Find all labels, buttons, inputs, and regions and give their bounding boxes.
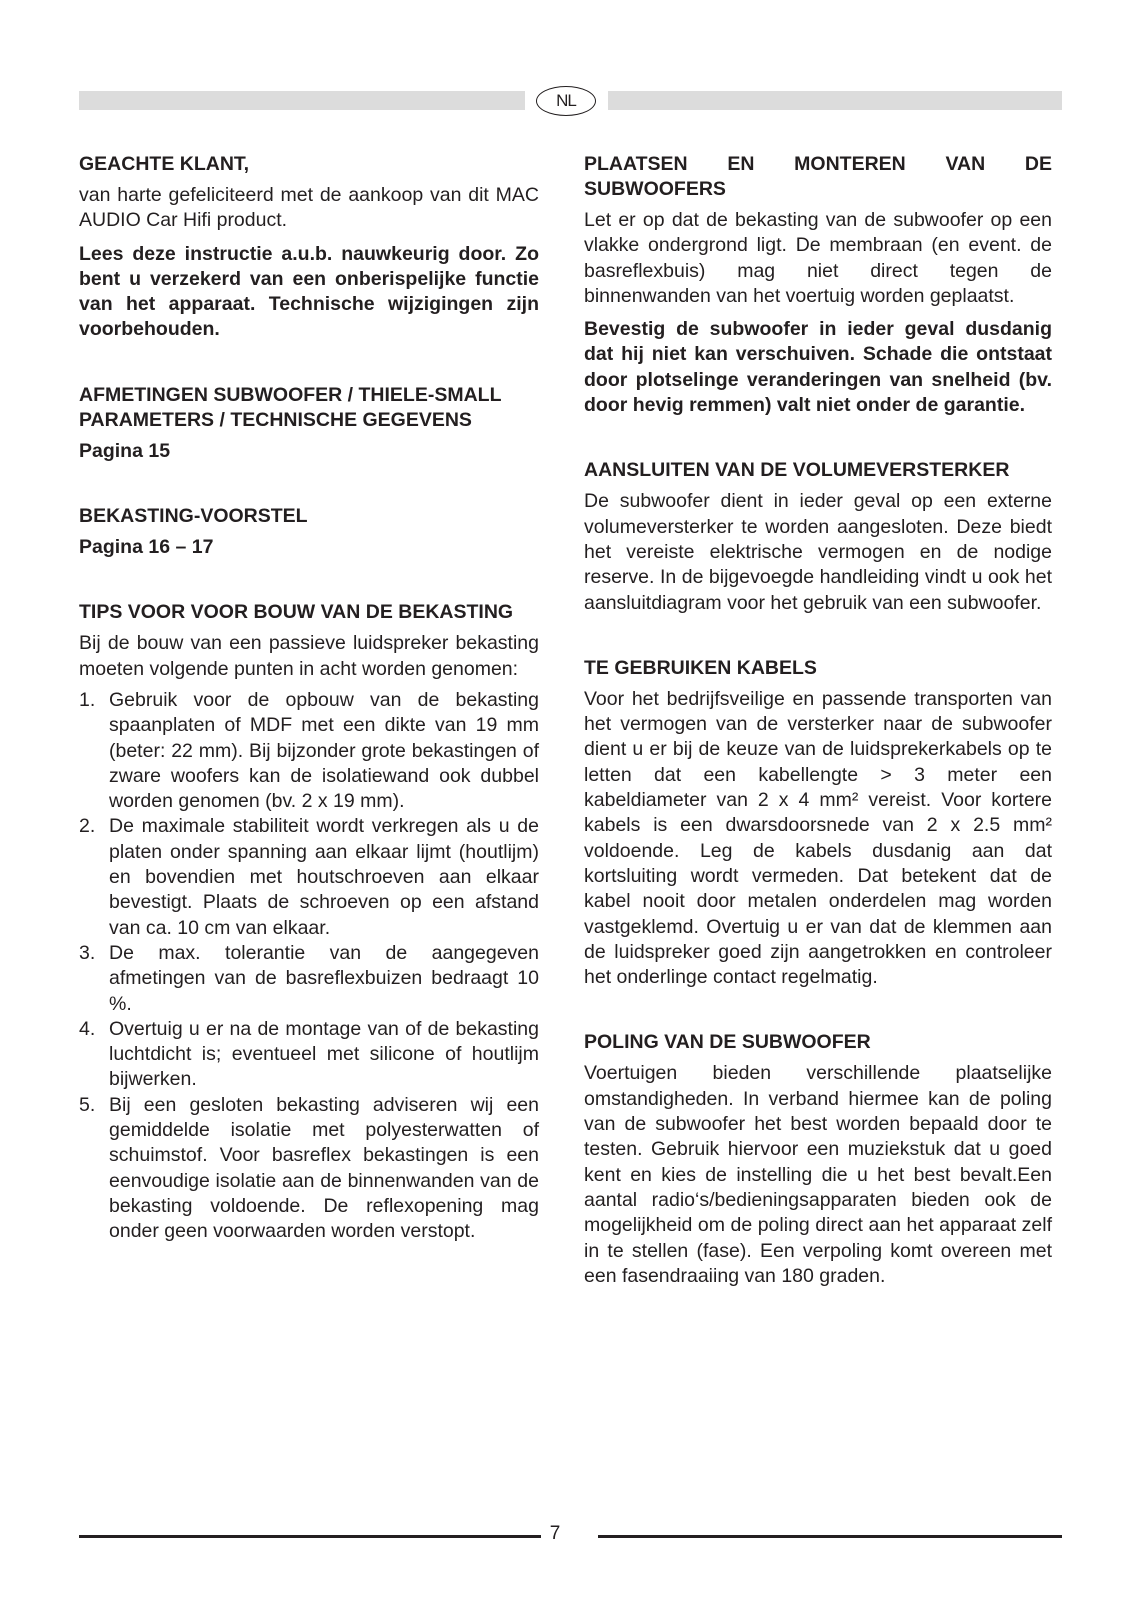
list-item: 2. De maximale stabiliteit wordt verkregen als u de platen onder spanning aan elkaar lijmt (houtlijm) en bovendien met houtschroeven aan elkaar bevestigt. Plaats de schroeven op een afstand van ca. 10 cm van elkaar. xyxy=(79,815,539,939)
section-heading: TIPS VOOR VOOR BOUW VAN DE BEKASTING xyxy=(79,601,514,624)
section-enclosure-proposal xyxy=(79,504,539,560)
page-number: 7 xyxy=(549,1523,561,1544)
section-heading: GEACHTE KLANT, xyxy=(79,153,250,175)
section-dimensions xyxy=(79,383,539,464)
section-tips xyxy=(79,600,539,1244)
section-mounting xyxy=(584,152,1052,418)
notice-paragraph: Bevestig de subwoofer in ieder geval dusdanig dat hij niet kan verschuiven. Schade die ontstaat door plotselinge veranderingen van snelheid (bv. door hevig remmen) valt niet onder de garantie. xyxy=(584,318,1052,417)
paragraph: Voor het bedrijfsveilige en passende transporten van het vermogen van de versterker naar de subwoofer dient u er bij de keuze van de luidsprekerkabels op te letten dat een kabellengte > 3 meter een kabeldiameter van 2 x 4 mm² vereist. Voor kortere kabels is een dwarsdoorsnede van 2 x 2.5 mm² voldoende. Leg de kabels dusdanig aan dat kortsluiting wordt vermeden. Dat betekent dat de kabel nooit door metalen onderdelen mag worden vastgeklemd. Overtuig u er van dat de klemmen aan de luidspreker goed zijn aangetrokken en controleer het onderlinge contact regelmatig. xyxy=(584,687,1052,989)
list-item: 4. Overtuig u er na de montage van of de bekasting luchtdicht is; eventueel met silicone of houtlijm bijwerken. xyxy=(79,1017,539,1091)
paragraph: De subwoofer dient in ieder geval op een externe volumeversterker te worden aangesloten. Deze biedt het vereiste elektrische vermogen en de nodige reserve. In de bijgevoegde handleiding vindt u ook het aansluitdiagram voor het gebruik van een subwoofer. xyxy=(584,490,1052,614)
notice-paragraph: Lees deze instructie a.u.b. nauwkeurig door. Zo bent u verzekerd van een onberispelijke functie van het apparaat. Technische wijzigingen zijn voorbehouden. xyxy=(79,242,539,341)
paragraph: Voertuigen bieden verschillende plaatselijke omstandigheden. In verband hiermee kan de poling van de subwoofer het best worden bepaald door te testen. Gebruik hiervoor een muziekstuk dat u goed kent en kies de instelling die u het best bevalt.Een aantal radio‘s/bedieningsapparaten bieden ook de mogelijkheid om de poling direct aan het apparaat zelf in te stellen (fase). Een verpoling komt overeen met een fasendraaiing van 180 graden. xyxy=(584,1062,1052,1287)
header-bar-left xyxy=(79,91,525,110)
paragraph: Bij de bouw van een passieve luidspreker bekasting moeten volgende punten in acht worden genomen: xyxy=(79,632,539,680)
section-heading: POLING VAN DE SUBWOOFER xyxy=(584,1031,871,1054)
page-reference: Pagina 16 – 17 xyxy=(79,536,214,559)
tips-list xyxy=(79,688,539,1245)
section-polarity xyxy=(584,1030,1052,1289)
paragraph: van harte gefeliciteerd met de aankoop van dit MAC AUDIO Car Hifi product. xyxy=(79,184,539,232)
section-heading: AFMETINGEN SUBWOOFER / THIELE-SMALL PARAMETERS / TECHNISCHE GEGEVENS xyxy=(79,383,502,431)
language-badge: NL xyxy=(536,86,596,116)
paragraph: Let er op dat de bekasting van de subwoofer op een vlakke ondergrond ligt. De membraan (en event. de basreflexbuis) mag niet direct tegen de binnenwanden van het voertuig worden geplaatst. xyxy=(584,209,1052,307)
header-bar-right xyxy=(608,91,1062,110)
footer-rule-right xyxy=(598,1535,1062,1538)
list-item: 5. Bij een gesloten bekasting adviseren wij een gemiddelde isolatie met polyesterwatten of schuimstof. Voor basreflex bekastingen is een eenvoudige isolatie aan de binnenwanden van de bekasting voldoende. De reflexopening mag onder geen voorwaarden worden verstopt. xyxy=(79,1093,539,1243)
section-cables xyxy=(584,656,1052,991)
list-item: 3. De max. tolerantie van de aangegeven afmetingen van de basreflexbuizen bedraagt 10 %. xyxy=(79,941,539,1015)
section-heading: TE GEBRUIKEN KABELS xyxy=(584,656,817,679)
section-greeting xyxy=(79,152,539,343)
page-reference: Pagina 15 xyxy=(79,439,171,462)
section-heading: BEKASTING-VOORSTEL xyxy=(79,505,308,528)
footer-rule-left xyxy=(79,1535,541,1538)
right-column xyxy=(584,152,1052,1289)
section-heading: PLAATSEN EN MONTEREN VAN DE SUBWOOFERS xyxy=(584,153,1052,200)
section-heading: AANSLUITEN VAN DE VOLUMEVERSTERKER xyxy=(584,459,1010,482)
section-amplifier xyxy=(584,458,1052,615)
left-column xyxy=(79,152,539,1245)
list-item: 1. Gebruik voor de opbouw van de bekasting spaanplaten of MDF met een dikte van 19 mm (beter: 22 mm). Bij bijzonder grote bekastingen of zware woofers kan de isolatiewand ook dubbel worden genomen (bv. 2 x 19 mm). xyxy=(79,688,539,813)
